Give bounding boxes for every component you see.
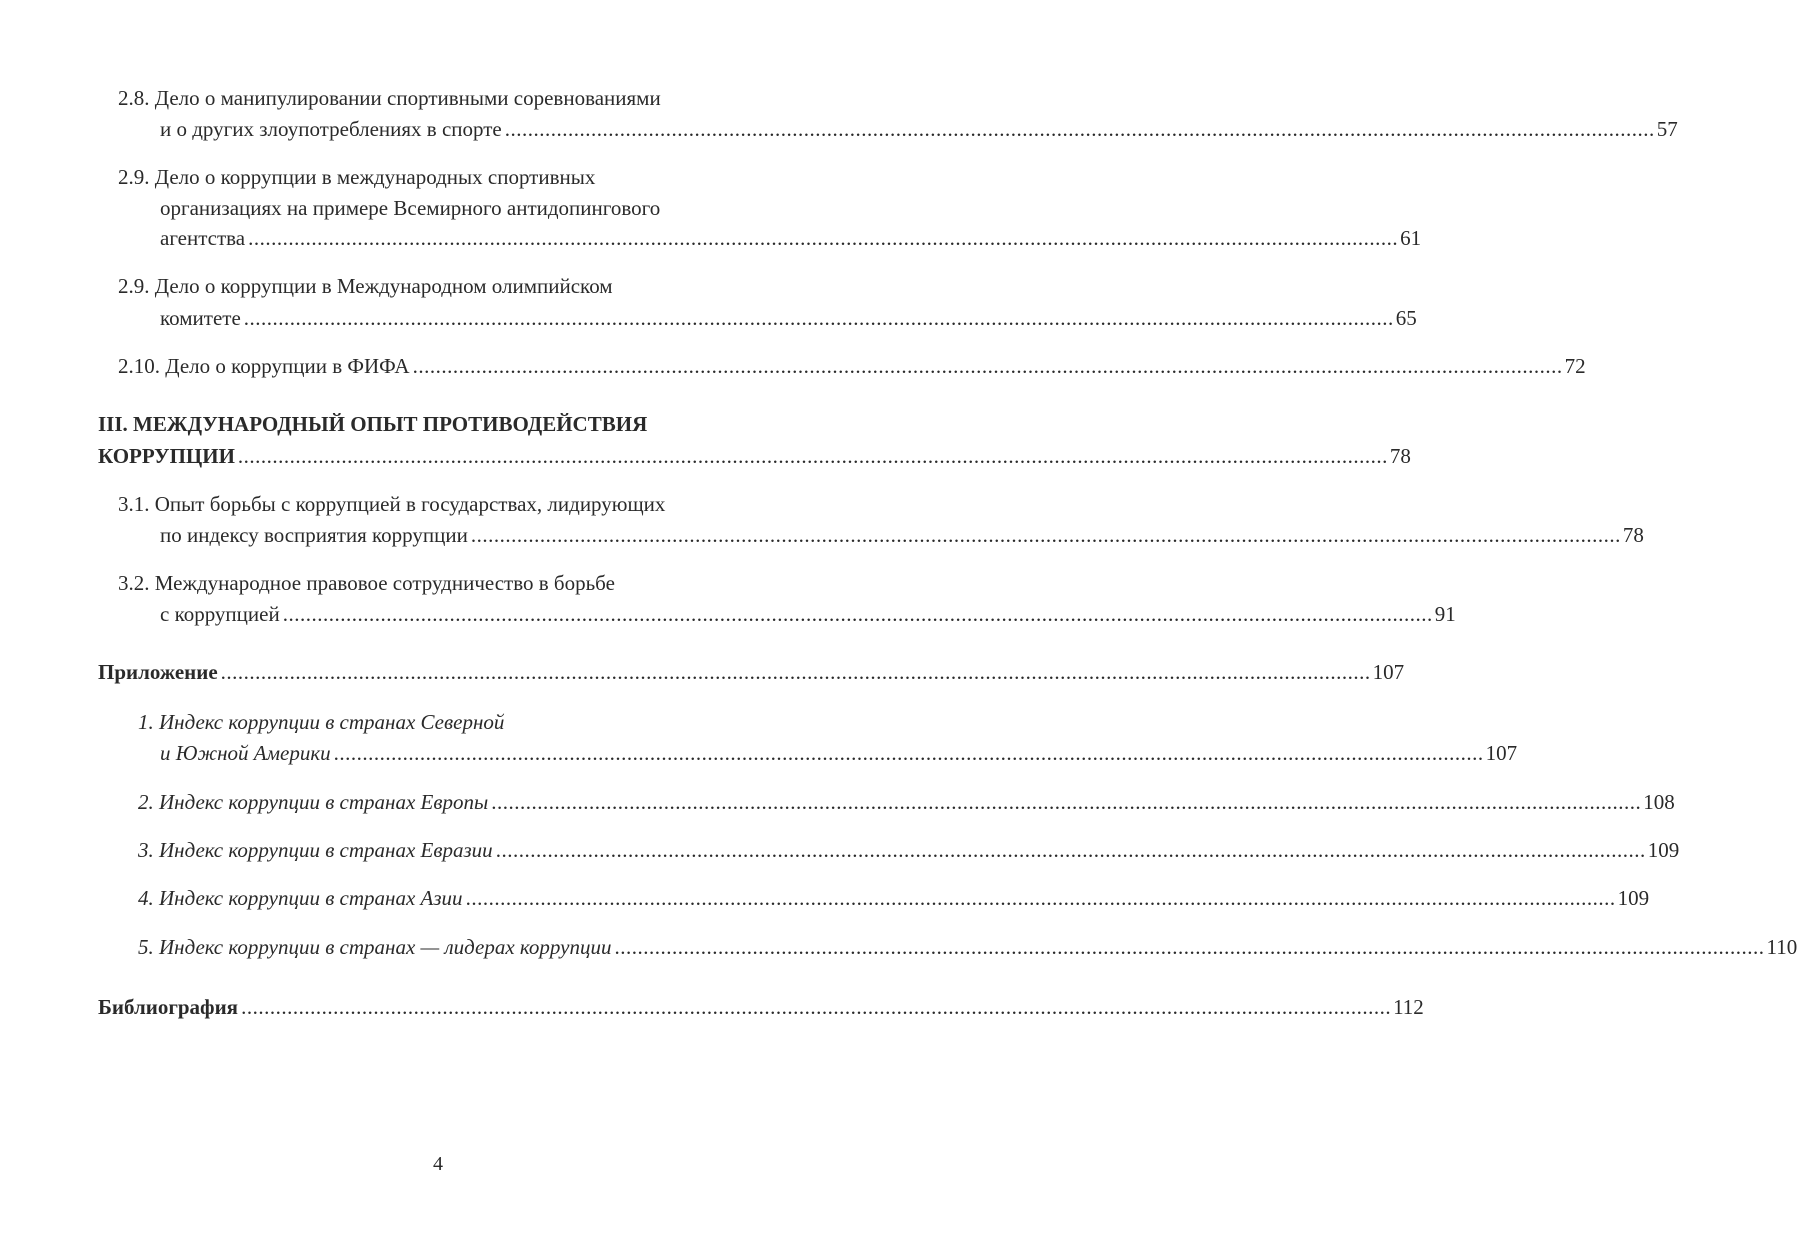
dot-leader: ........................................................................................................................................................................................................ — [241, 995, 1392, 1019]
dot-leader: ........................................................................................................................................................................................................ — [504, 117, 1655, 141]
toc-entry-3-2-line-1 — [118, 569, 615, 597]
toc-appendix-1-line-2 — [160, 739, 1518, 767]
toc-entry-2-9-ioc-line-1 — [118, 272, 613, 300]
toc-entry-text: 3.1. Опыт борьбы с коррупцией в государствах, лидирующих — [118, 492, 666, 516]
toc-entry-2-10 — [118, 352, 1586, 380]
toc-chapter-title: III. МЕЖДУНАРОДНЫЙ ОПЫТ ПРОТИВОДЕЙСТВИЯ — [98, 412, 648, 436]
toc-appendix-3 — [138, 836, 1680, 864]
toc-appendix-2 — [138, 788, 1675, 816]
toc-entry-3-2-line-2 — [160, 600, 1456, 628]
toc-entry-text: 2.10. Дело о коррупции в ФИФА — [118, 354, 410, 378]
toc-appendix-4 — [138, 884, 1650, 912]
toc-entry-text: и Южной Америки — [160, 741, 331, 765]
toc-entry-text: агентства — [160, 226, 246, 250]
toc-entry-3-1-line-1 — [118, 490, 665, 518]
toc-entry-2-9-wada-line-3 — [160, 224, 1422, 252]
toc-page-number: 57 — [1656, 117, 1678, 141]
toc-page-number: 72 — [1564, 354, 1586, 378]
toc-chapter-3-line-2 — [98, 442, 1411, 470]
toc-page-number: 110 — [1766, 935, 1797, 959]
toc-page-number: 109 — [1647, 838, 1680, 862]
toc-page-number: 108 — [1643, 790, 1675, 814]
toc-entry-text: по индексу восприятия коррупции — [160, 523, 468, 547]
toc-entry-2-9-wada-line-2 — [160, 194, 660, 222]
dot-leader: ........................................................................................................................................................................................................ — [491, 790, 1642, 814]
dot-leader: ........................................................................................................................................................................................................ — [243, 306, 1394, 330]
toc-entry-2-9-wada-line-1 — [118, 163, 595, 191]
toc-entry-text: 3.2. Международное правовое сотрудничество в борьбе — [118, 571, 615, 595]
dot-leader: ........................................................................................................................................................................................................ — [614, 935, 1765, 959]
toc-appendix-5 — [138, 933, 1797, 961]
dot-leader: ........................................................................................................................................................................................................ — [248, 226, 1399, 250]
toc-entry-text: 2.9. Дело о коррупции в международных спортивных — [118, 165, 596, 189]
toc-page-number: 78 — [1622, 523, 1644, 547]
dot-leader: ........................................................................................................................................................................................................ — [282, 602, 1433, 626]
toc-entry-text: 5. Индекс коррупции в странах — лидерах коррупции — [138, 935, 612, 959]
toc-entry-text: 2.8. Дело о манипулировании спортивными соревнованиями — [118, 86, 661, 110]
toc-page-number: 109 — [1617, 886, 1650, 910]
toc-chapter-title: Приложение — [98, 660, 218, 684]
toc-entry-text: комитете — [160, 306, 241, 330]
toc-entry-3-1-line-2 — [160, 521, 1644, 549]
toc-chapter-title: Библиография — [98, 995, 239, 1019]
toc-entry-text: организациях на примере Всемирного антидопингового — [160, 196, 661, 220]
dot-leader: ........................................................................................................................................................................................................ — [220, 660, 1371, 684]
toc-entry-2-8-line-1 — [118, 84, 661, 112]
toc-appendix-1-line-1 — [138, 708, 504, 736]
dot-leader: ........................................................................................................................................................................................................ — [333, 741, 1484, 765]
dot-leader: ........................................................................................................................................................................................................ — [412, 354, 1563, 378]
toc-page-number: 112 — [1393, 995, 1424, 1019]
toc-page-number: 65 — [1395, 306, 1417, 330]
toc-appendix — [98, 658, 1405, 686]
toc-page-number: 91 — [1434, 602, 1456, 626]
dot-leader: ........................................................................................................................................................................................................ — [495, 838, 1646, 862]
toc-entry-2-9-ioc-line-2 — [160, 304, 1417, 332]
page-number: 4 — [433, 1153, 443, 1175]
toc-entry-text: с коррупцией — [160, 602, 280, 626]
toc-page-number: 78 — [1389, 444, 1411, 468]
dot-leader: ........................................................................................................................................................................................................ — [237, 444, 1388, 468]
toc-entry-text: 3. Индекс коррупции в странах Евразии — [138, 838, 493, 862]
toc-page-number: 107 — [1485, 741, 1518, 765]
toc-page-number: 61 — [1400, 226, 1422, 250]
toc-entry-text: 2.9. Дело о коррупции в Международном олимпийском — [118, 274, 613, 298]
toc-entry-2-8-line-2 — [160, 115, 1678, 143]
toc-chapter-title: КОРРУПЦИИ — [98, 444, 235, 468]
toc-entry-text: 1. Индекс коррупции в странах Северной — [138, 710, 505, 734]
dot-leader: ........................................................................................................................................................................................................ — [470, 523, 1621, 547]
toc-entry-text: 2. Индекс коррупции в странах Европы — [138, 790, 489, 814]
toc-entry-text: 4. Индекс коррупции в странах Азии — [138, 886, 463, 910]
dot-leader: ........................................................................................................................................................................................................ — [465, 886, 1616, 910]
toc-chapter-3-line-1 — [98, 410, 647, 438]
toc-entry-text: и о других злоупотреблениях в спорте — [160, 117, 502, 141]
toc-page-number: 107 — [1372, 660, 1405, 684]
toc-bibliography — [98, 993, 1424, 1021]
